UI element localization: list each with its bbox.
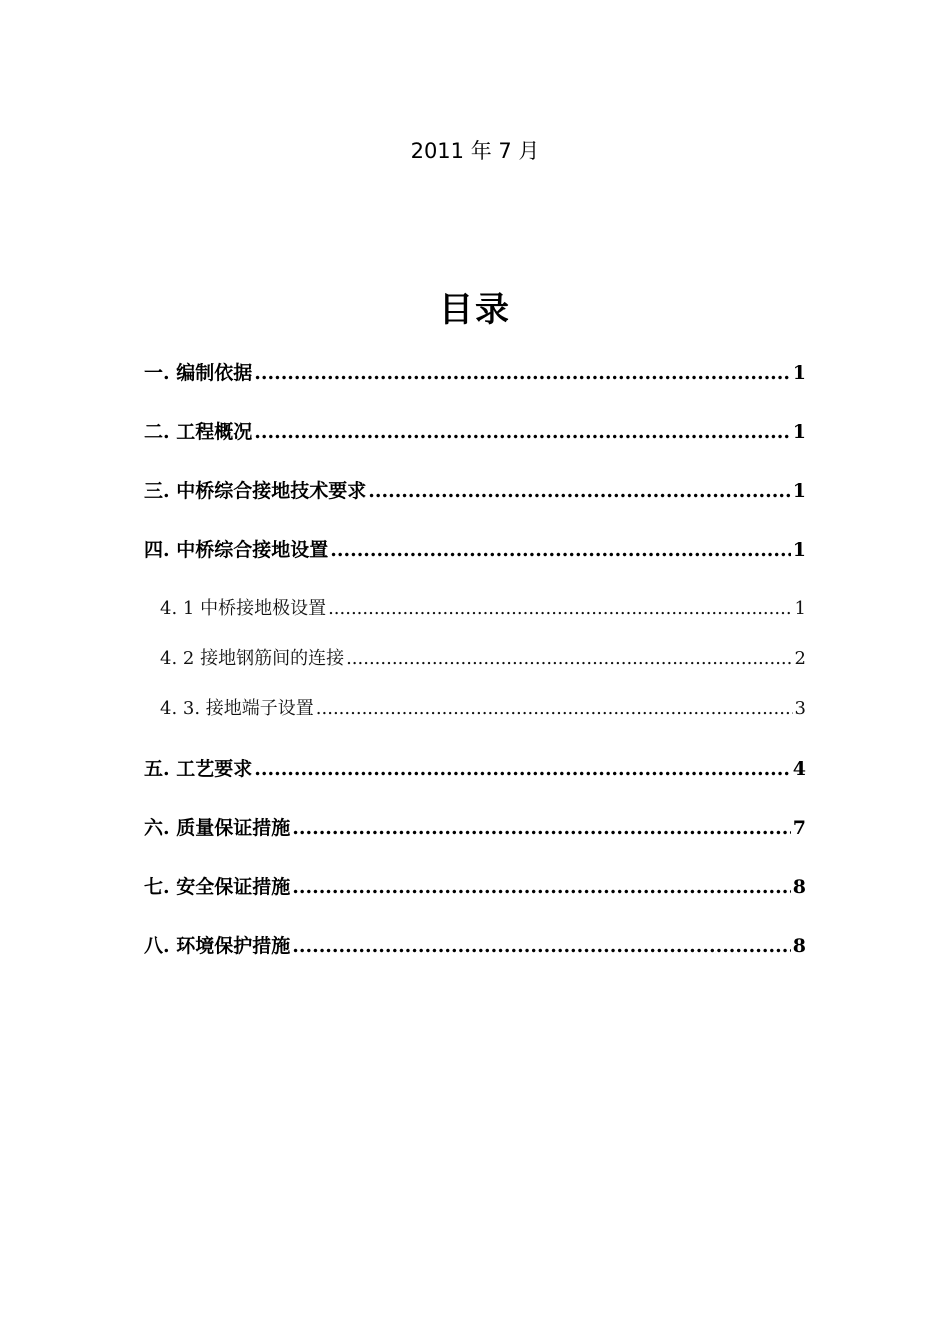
toc-dot-leader (346, 645, 792, 673)
toc-entry-page: 3 (794, 698, 806, 719)
toc-entry-2[interactable] (144, 418, 806, 446)
toc-entry-4-3[interactable] (160, 695, 806, 723)
toc-entry-5[interactable] (144, 755, 806, 783)
toc-dot-leader (292, 932, 791, 960)
toc-entry-3[interactable] (144, 477, 806, 505)
toc-entry-label: 五. 工艺要求 (144, 758, 253, 780)
toc-entry-7[interactable] (144, 873, 806, 901)
toc-entry-6[interactable] (144, 814, 806, 842)
toc-entry-label: 二. 工程概况 (144, 421, 253, 443)
toc-entry-page: 1 (792, 362, 806, 384)
toc-entry-label: 一. 编制依据 (144, 362, 253, 384)
toc-entry-page: 1 (792, 539, 806, 561)
toc-entry-page: 8 (792, 876, 806, 898)
toc-entry-4[interactable] (144, 536, 806, 564)
document-date: 2011 年 7 月 (410, 139, 540, 163)
toc-dot-leader (292, 814, 791, 842)
toc-dot-leader (330, 536, 791, 564)
toc-entry-label: 4. 1 中桥接地极设置 (160, 598, 327, 619)
toc-entry-1[interactable] (144, 359, 806, 387)
toc-dot-leader (254, 755, 791, 783)
toc-entry-label: 六. 质量保证措施 (144, 817, 291, 839)
toc-entry-4-1[interactable] (160, 595, 806, 623)
toc-entry-label: 四. 中桥综合接地设置 (144, 539, 329, 561)
toc-dot-leader (254, 418, 791, 446)
toc-title: 目录 (439, 290, 511, 330)
toc-entry-label: 4. 3. 接地端子设置 (160, 698, 314, 719)
toc-entry-8[interactable] (144, 932, 806, 960)
toc-dot-leader (316, 695, 793, 723)
toc-dot-leader (254, 359, 791, 387)
toc-entry-page: 1 (792, 480, 806, 502)
toc-entry-page: 1 (792, 421, 806, 443)
toc-entry-page: 2 (794, 648, 806, 669)
toc-entry-label: 八. 环境保护措施 (144, 935, 291, 957)
toc-entry-4-2[interactable] (160, 645, 806, 673)
toc-entry-label: 三. 中桥综合接地技术要求 (144, 480, 367, 502)
toc-entry-page: 8 (792, 935, 806, 957)
toc-entry-page: 1 (794, 598, 806, 619)
toc-dot-leader (328, 595, 792, 623)
toc-entry-page: 7 (792, 817, 806, 839)
toc-dot-leader (292, 873, 791, 901)
toc-dot-leader (368, 477, 791, 505)
toc-entry-page: 4 (792, 758, 806, 780)
toc-entry-label: 4. 2 接地钢筋间的连接 (160, 648, 345, 669)
toc-entry-label: 七. 安全保证措施 (144, 876, 291, 898)
